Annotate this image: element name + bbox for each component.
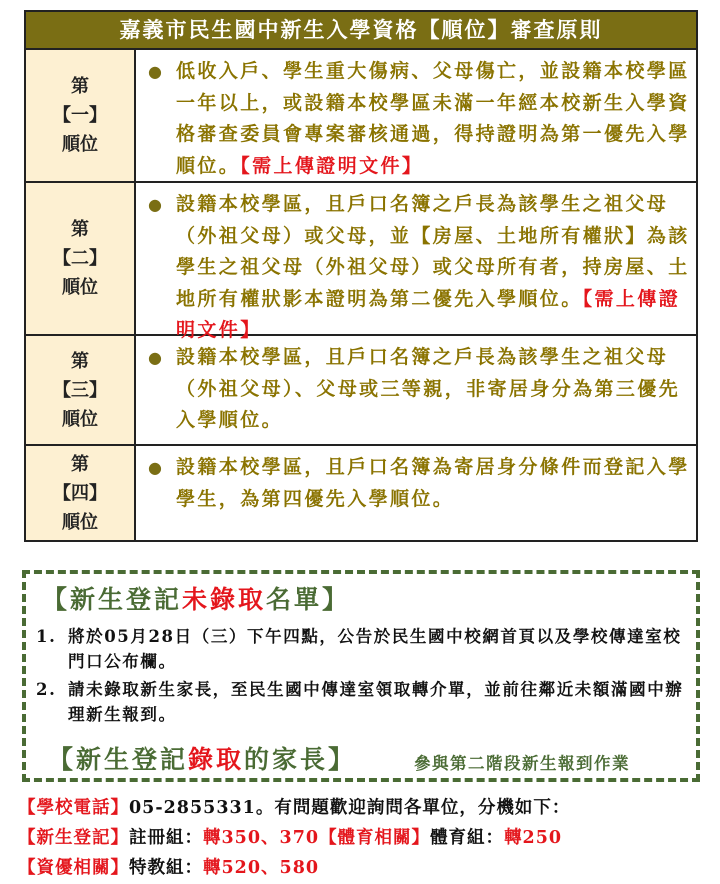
- contact-text: 特教組：: [129, 858, 203, 878]
- bullet-icon: ●: [148, 195, 165, 214]
- rank-bot: 順位: [62, 408, 98, 430]
- notice-box: [22, 570, 700, 782]
- contact-line-gifted: [18, 854, 708, 879]
- notice-subtitle-part: 【新生登記: [48, 745, 189, 774]
- table-row: [26, 183, 696, 341]
- notice-title-highlight: 未錄取: [182, 585, 267, 614]
- rank-mid: 【二】: [53, 248, 107, 269]
- contact-extension: 轉350、370: [203, 828, 320, 848]
- list-item: [36, 677, 691, 727]
- table-row: [26, 446, 696, 540]
- table-row: [26, 336, 696, 446]
- rank-mid: 【四】: [53, 482, 107, 504]
- rank-top: 第: [71, 350, 89, 372]
- notice-title: [42, 580, 350, 616]
- notice-title-part: 【新生登記: [42, 585, 183, 614]
- item-text: 請未錄取新生家長，至民生國中傳達室領取轉介單，並前往鄰近未額滿國中辦理新生報到。: [68, 680, 684, 724]
- rank-bot: 順位: [62, 277, 98, 298]
- rank-description: [136, 336, 696, 444]
- contact-line-phone: [18, 794, 708, 819]
- contact-line-registration: [18, 824, 708, 849]
- contact-label: 【學校電話】: [18, 798, 129, 818]
- bullet-icon: ●: [148, 62, 165, 81]
- rank-description: [136, 183, 696, 341]
- upload-note: 【需上傳證明文件】: [176, 287, 681, 341]
- contact-extension: 轉520、580: [203, 858, 320, 878]
- item-text: 將於05月28日（三）下午四點，公告於民生國中校網首頁以及學校傳達室校門口公布欄。: [68, 627, 682, 671]
- notice-subtitle-note: 參與第二階段新生報到作業: [414, 754, 630, 773]
- notice-subtitle-highlight: 錄取: [188, 745, 245, 774]
- contact-label: 【體育相關】: [319, 828, 431, 848]
- contact-text: 註冊組：: [129, 828, 203, 848]
- list-item: [36, 624, 691, 674]
- upload-note: 【需上傳證明文件】: [240, 154, 424, 177]
- rank-cell: [26, 446, 136, 540]
- contact-text: 體育組：: [430, 828, 505, 848]
- rank-mid: 【三】: [53, 379, 107, 401]
- rank-cell: [26, 336, 136, 444]
- admission-criteria-table: [24, 10, 698, 542]
- rank-top: 第: [71, 219, 89, 240]
- notice-subtitle: [48, 740, 356, 776]
- rank-bot: 順位: [62, 134, 98, 155]
- bullet-icon: ●: [148, 458, 165, 477]
- description-text: 設籍本校學區，且戶口名簿之戶長為該學生之祖父母（外祖父母）或父母，並【房屋、土地所有權狀】為該學生之祖父母（外祖父母）或父母所有者，持房屋、土地所有權狀影本證明為第二優先入學順位。: [176, 193, 690, 310]
- description-text: 低收入戶、學生重大傷病、父母傷亡，並設籍本校學區一年以上，或設籍本校學區未滿一年經本校新生入學資格審查委員會專案審核通過，得持證明為第一優先入學順位。: [176, 60, 690, 177]
- bullet-icon: ●: [148, 348, 165, 367]
- rank-cell: [26, 50, 136, 181]
- notice-title-part: 名單】: [266, 585, 351, 614]
- rank-top: 第: [71, 76, 89, 97]
- contact-text: 05-2855331。有問題歡迎詢問各單位，分機如下：: [129, 798, 571, 818]
- rank-description: [136, 446, 696, 540]
- description-text: 設籍本校學區，且戶口名簿之戶長為該學生之祖父母（外祖父母）、父母或三等親，非寄居身分為第三優先入學順位。: [176, 346, 681, 431]
- item-number: 1.: [36, 627, 57, 646]
- contact-label: 【新生登記】: [18, 828, 129, 848]
- rank-bot: 順位: [62, 511, 98, 533]
- contact-extension: 轉250: [504, 828, 563, 848]
- rank-top: 第: [71, 453, 89, 475]
- notice-subtitle-part: 的家長】: [244, 745, 357, 774]
- rank-cell: [26, 183, 136, 334]
- notice-list: [36, 624, 691, 730]
- rank-mid: 【一】: [53, 105, 107, 126]
- table-title: 嘉義市民生國中新生入學資格【順位】審查原則: [26, 12, 696, 50]
- contact-label: 【資優相關】: [18, 858, 129, 878]
- table-row: [26, 50, 696, 183]
- description-text: 設籍本校學區，且戶口名簿為寄居身分條件而登記入學學生，為第四優先入學順位。: [176, 456, 690, 510]
- rank-description: [136, 50, 696, 181]
- item-number: 2.: [36, 680, 57, 699]
